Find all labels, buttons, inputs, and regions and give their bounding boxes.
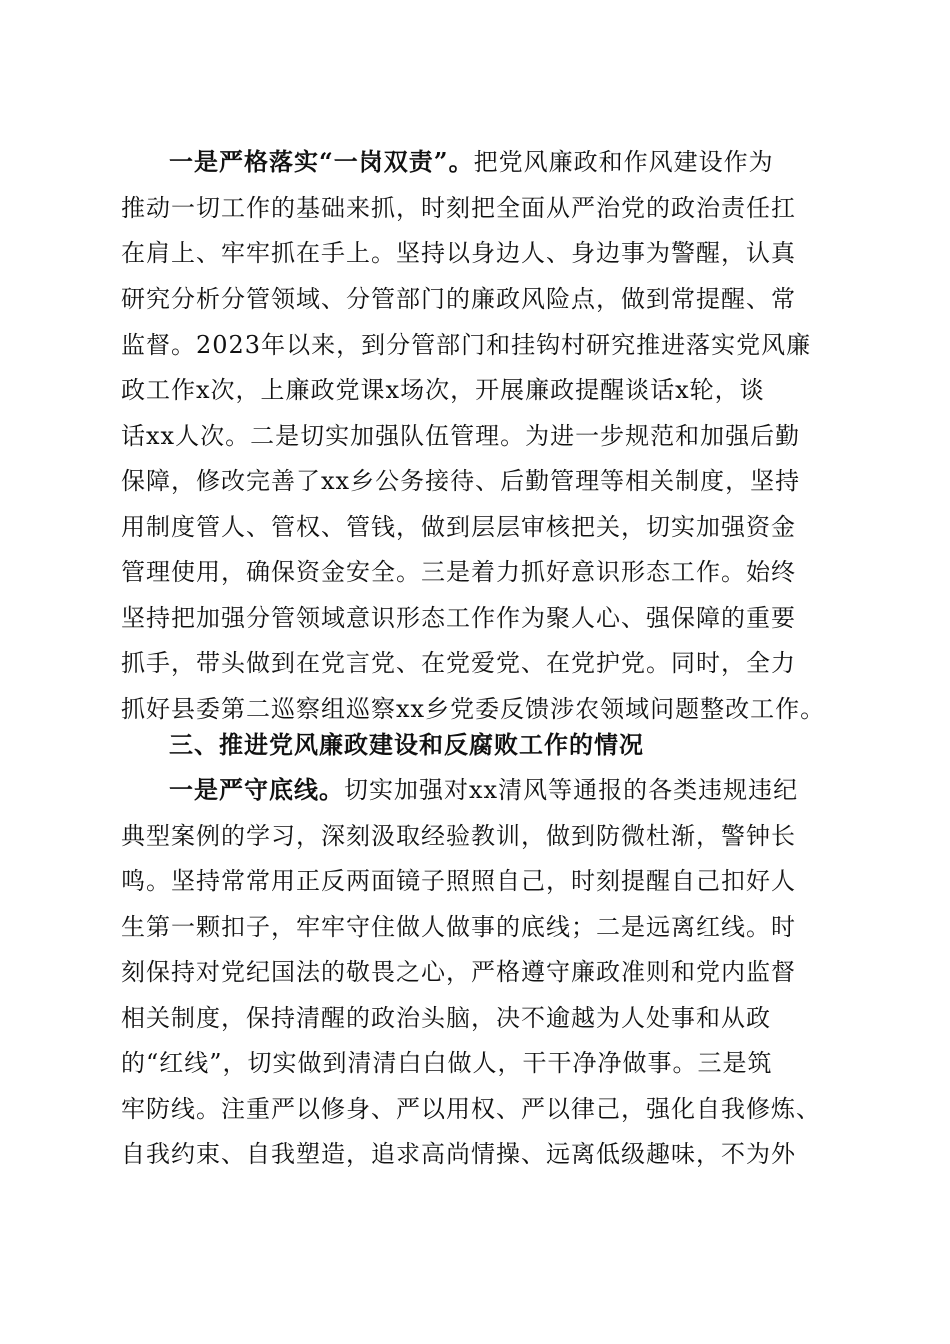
paragraph-line [121,995,831,1041]
line-text: 生第一颗扣子，牢牢守住做人做事的底线；二是远离红线。时 [121,913,796,941]
paragraph-line [121,139,831,185]
line-text: 推动一切工作的基础来抓，时刻把全面从严治党的政治责任扛 [121,194,796,222]
paragraph-line [121,276,831,322]
line-text: 把党风廉政和作风建设作为 [473,148,774,176]
paragraph-line [121,322,831,368]
line-text: 鸣。坚持常常用正反两面镜子照照自己，时刻提醒自己扣好人 [121,867,796,895]
line-text: 监督。2023年以来，到分管部门和挂钩村研究推进落实党风廉 [121,331,812,359]
paragraph-line [121,413,831,459]
line-text: 管理使用，确保资金安全。三是着力抓好意识形态工作。始终 [121,558,796,586]
line-text: 坚持把加强分管领域意识形态工作作为聚人心、强保障的重要 [121,604,796,632]
line-text: 话xx人次。二是切实加强队伍管理。为进一步规范和加强后勤 [121,422,801,450]
paragraph-line [121,549,831,595]
paragraph-line [121,595,831,641]
line-text: 牢防线。注重严以修身、严以用权、严以律己，强化自我修炼、 [121,1095,821,1123]
subsection-lead: 一是严格落实“一岗双责”。 [169,147,474,176]
paragraph-line [121,1040,831,1086]
section-heading-text: 三、推进党风廉政建设和反腐败工作的情况 [169,731,644,759]
section-heading [121,722,831,768]
paragraph-line [121,640,831,686]
paragraph-line [121,1086,831,1132]
line-text: 在肩上、牢牢抓在手上。坚持以身边人、身边事为警醒，认真 [121,239,796,267]
paragraph-line [121,767,831,813]
paragraph-line [121,185,831,231]
subsection-lead: 一是严守底线。 [169,775,344,804]
line-text: 保障，修改完善了xx乡公务接待、后勤管理等相关制度，坚持 [121,467,801,495]
paragraph-line [121,1131,831,1177]
paragraph-line [121,230,831,276]
line-text: 典型案例的学习，深刻汲取经验教训，做到防微杜渐，警钟长 [121,822,796,850]
line-text: 抓好县委第二巡察组巡察xx乡党委反馈涉农领域问题整改工作。 [121,695,826,723]
paragraph-line [121,904,831,950]
paragraph-line [121,813,831,859]
paragraph-line [121,504,831,550]
line-text: 用制度管人、管权、管钱，做到层层审核把关，切实加强资金 [121,513,796,541]
line-text: 切实加强对xx清风等通报的各类违规违纪 [344,776,799,804]
paragraph-line [121,367,831,413]
line-text: 的“红线”，切实做到清清白白做人，干干净净做事。三是筑 [121,1049,773,1077]
paragraph-line [121,949,831,995]
line-text: 相关制度，保持清醒的政治头脑，决不逾越为人处事和从政 [121,1004,771,1032]
line-text: 抓手，带头做到在党言党、在党爱党、在党护党。同时，全力 [121,649,796,677]
line-text: 政工作x次，上廉政党课x场次，开展廉政提醒谈话x轮，谈 [121,376,765,404]
paragraph-line [121,458,831,504]
line-text: 刻保持对党纪国法的敬畏之心，严格遵守廉政准则和党内监督 [121,958,796,986]
paragraph-line [121,858,831,904]
line-text: 自我约束、自我塑造，追求高尚情操、远离低级趣味，不为外 [121,1140,796,1168]
line-text: 研究分析分管领域、分管部门的廉政风险点，做到常提醒、常 [121,285,796,313]
